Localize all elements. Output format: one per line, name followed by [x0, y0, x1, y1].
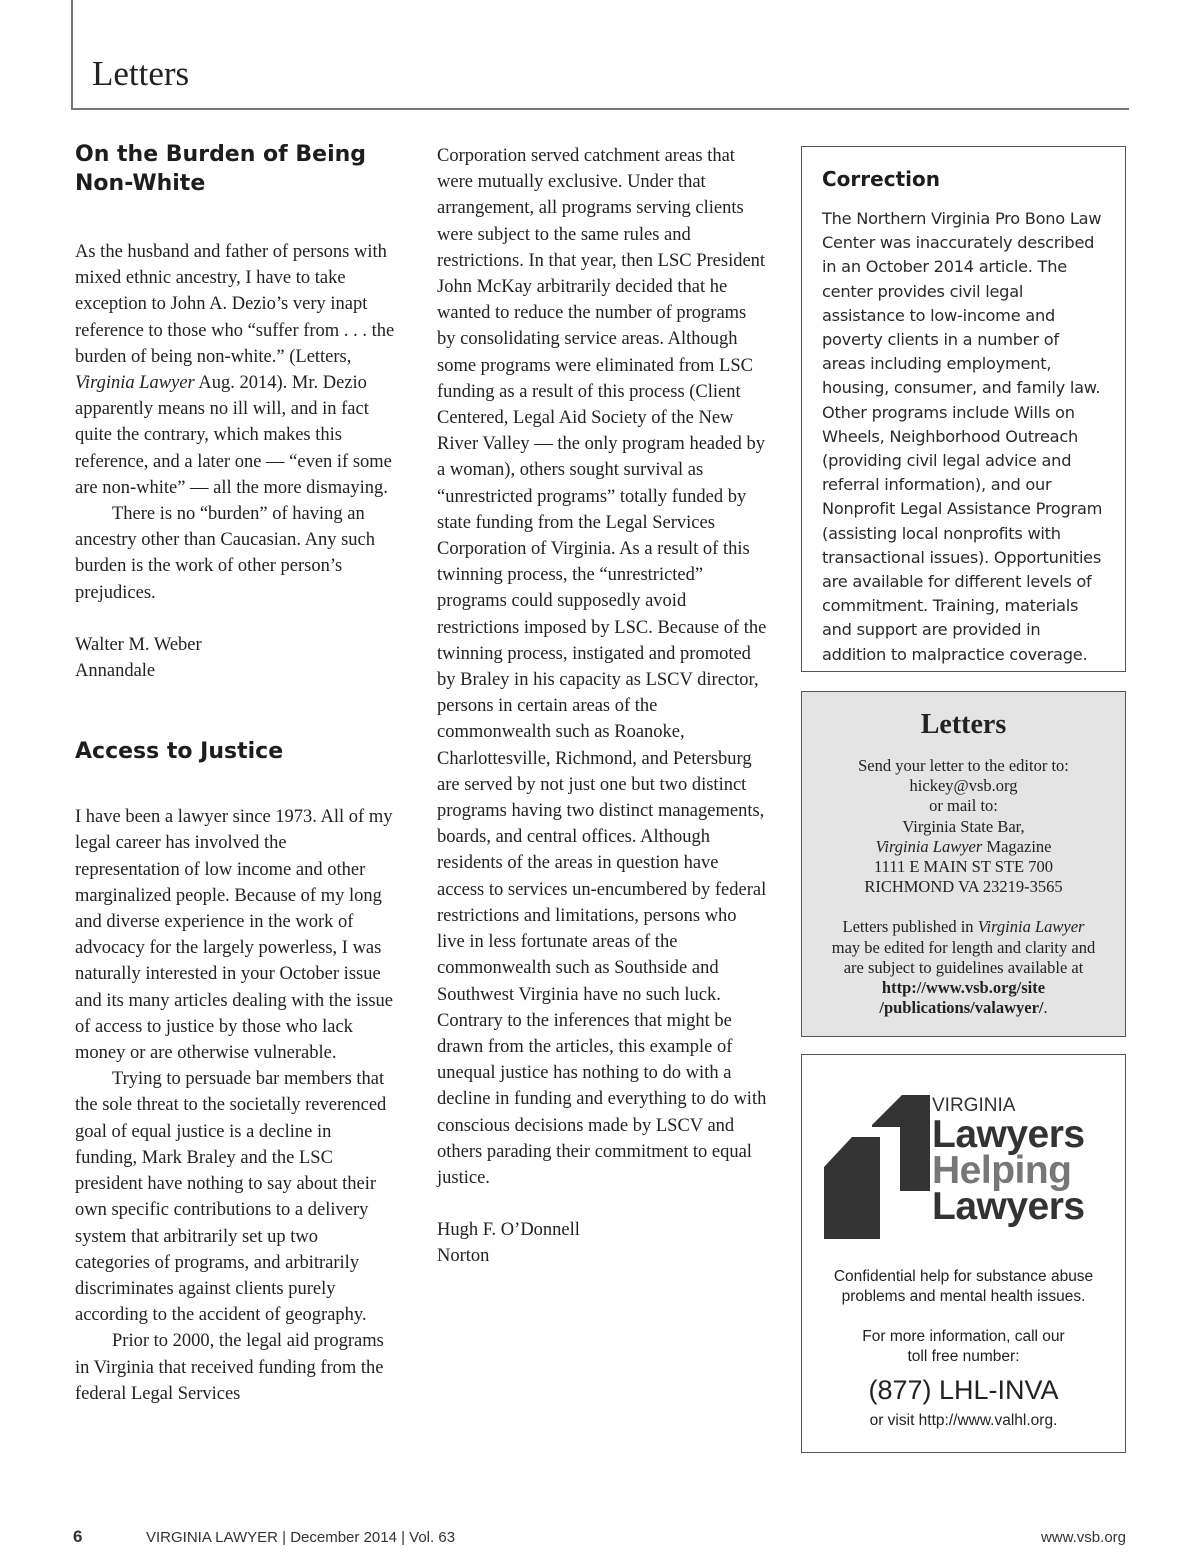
letter2-paragraph: Prior to 2000, the legal aid programs in Virginia that received funding from the federal Legal Services	[75, 1331, 384, 1404]
footer-website[interactable]: www.vsb.org	[1040, 1529, 1126, 1546]
section-title: Letters	[92, 54, 190, 93]
correction-body: The Northern Virginia Pro Bono Law Center was inaccurately described in an October 2014 article. The center provides civil legal assistance to low-income and poverty clients in a number of areas including employment, housing, consumer, and family law. Other programs include Wills on Wheels, Neighborhood Outreach (providing civil legal advice and referral information), and our Nonprofit Legal Assistance Program (assisting local nonprofits with transactional issues). Opportunities are available for different levels of commitment. Training, materials and support are provided in addition to malpractice coverage.	[822, 209, 1103, 664]
header-horizontal-rule	[71, 108, 1129, 110]
letters-box-line: may be edited for length and clarity and	[831, 937, 1096, 957]
lhl-advertisement	[801, 1054, 1126, 1453]
letter2-paragraph: Trying to persuade bar members that the sole threat to the societally reverenced goal of equal justice is a decline in funding, Mark Braley and the LSC president have nothing to say about their own specific contributions to a delivery system that arbitrarily set up two categories of programs, and arbitrarily discriminates against clients purely according to the accident of geography.	[75, 1069, 387, 1326]
letters-box-line: or mail to:	[929, 796, 998, 816]
column-middle	[437, 143, 767, 1270]
page-number: 6	[73, 1527, 83, 1546]
letter2-title: Access to Justice	[75, 739, 284, 765]
guidelines-url[interactable]: http://www.vsb.org/site	[881, 978, 1046, 998]
column-left	[75, 140, 395, 1407]
letters-submission-box	[801, 691, 1126, 1037]
guidelines-url[interactable]: /publications/valawyer/.	[879, 998, 1048, 1018]
lhl-website[interactable]: or visit http://www.valhl.org.	[869, 1412, 1058, 1429]
lhl-info-text: For more information, call our toll free number:	[862, 1328, 1065, 1365]
mailing-city: RICHMOND VA 23219-3565	[864, 877, 1063, 897]
letter1-paragraph: There is no “burden” of having an ancestry other than Caucasian. Any such burden is the work of other person’s prejudices.	[75, 504, 376, 603]
letter1-author: Walter M. Weber	[75, 634, 202, 655]
logo-lawyers-2: Lawyers	[932, 1185, 1085, 1228]
letter1-title: On the Burden of Being Non-White	[75, 142, 367, 196]
letters-box-line: Send your letter to the editor to:	[858, 756, 1069, 775]
letter1-location: Annandale	[75, 661, 156, 682]
letters-box-line: Letters published in Virginia Lawyer	[842, 917, 1085, 937]
letter2-author: Hugh F. O’Donnell	[437, 1220, 580, 1241]
letter1-paragraph: As the husband and father of persons with mixed ethnic ancestry, I have to take exception to John A. Dezio’s very inapt reference to those who “suffer from . . . the burden of being non-white.” (Letters, Virginia Lawyer Aug. 2014). Mr. Dezio apparently means no ill will, and in fact quite the contrary, which makes this reference, and a later one — “even if some are non-white” — all the more dismaying.	[75, 242, 395, 498]
lhl-logo-text	[932, 1095, 1085, 1228]
footer-publication: VIRGINIA LAWYER | December 2014 | Vol. 63	[146, 1529, 456, 1546]
correction-title: Correction	[822, 167, 940, 191]
logo-helping: Helping	[932, 1149, 1072, 1192]
letters-box-line: Virginia State Bar,	[902, 816, 1025, 836]
editor-email[interactable]: hickey@vsb.org	[909, 776, 1018, 796]
letter2-paragraph: I have been a lawyer since 1973. All of my legal career has involved the representation of low income and other marginalized people. Because of my long and diverse experience in the work of advocacy for the largely powerless, I was naturally interested in your October issue and its many articles dealing with the issue of access to justice by those who lack money or are otherwise vulnerable.	[75, 807, 394, 1064]
mailing-street: 1111 E MAIN ST STE 700	[874, 857, 1053, 877]
header-vertical-rule	[71, 0, 73, 110]
logo-lawyers: Lawyers	[932, 1113, 1085, 1156]
letter2-location: Norton	[437, 1246, 490, 1267]
lhl-help-text: Confidential help for substance abuse problems and mental health issues.	[833, 1268, 1094, 1305]
letters-box-title: Letters	[920, 709, 1007, 740]
letter2-paragraph-continued: Corporation served catchment areas that were mutually exclusive. Under that arrangement, all programs serving clients were subject to the same rules and restrictions. In that year, then LSC President John McKay arbitrarily decided that he wanted to reduce the number of programs by consolidating service areas. Although some programs were eliminated from LSC funding as a result of this process (Client Centered, Legal Aid Society of the New River Valley — the only program headed by a woman), others sought survival as “unrestricted programs” totally funded by state funding from the Legal Services Corporation of Virginia. As a result of this twinning process, the “unrestricted” programs could supposedly avoid restrictions imposed by LSC. Because of the twinning process, instigated and promoted by Braley in his capacity as LSCV director, persons in certain areas of the commonwealth such as Roanoke, Charlottesville, Richmond, and Petersburg are served by not just one but two distinct programs having two distinct managements, boards, and central offices. Although residents of the areas in question have access to services un-encumbered by federal restrictions and limitations, persons who live in less fortunate areas of the commonwealth such as Southside and Southwest Virginia have no such luck. Contrary to the inferences that might be drawn from the articles, this example of unequal justice has nothing to do with a decline in funding and everything to do with conscious decisions made by LSCV and others parading their commitment to equal justice.	[437, 146, 767, 1188]
lhl-phone-number[interactable]: (877) LHL-INVA	[868, 1375, 1059, 1405]
correction-box	[801, 146, 1126, 672]
letters-box-line: are subject to guidelines available at	[843, 957, 1084, 977]
logo-virginia: VIRGINIA	[932, 1095, 1016, 1116]
letters-box-line: Virginia Lawyer Magazine	[875, 836, 1052, 856]
